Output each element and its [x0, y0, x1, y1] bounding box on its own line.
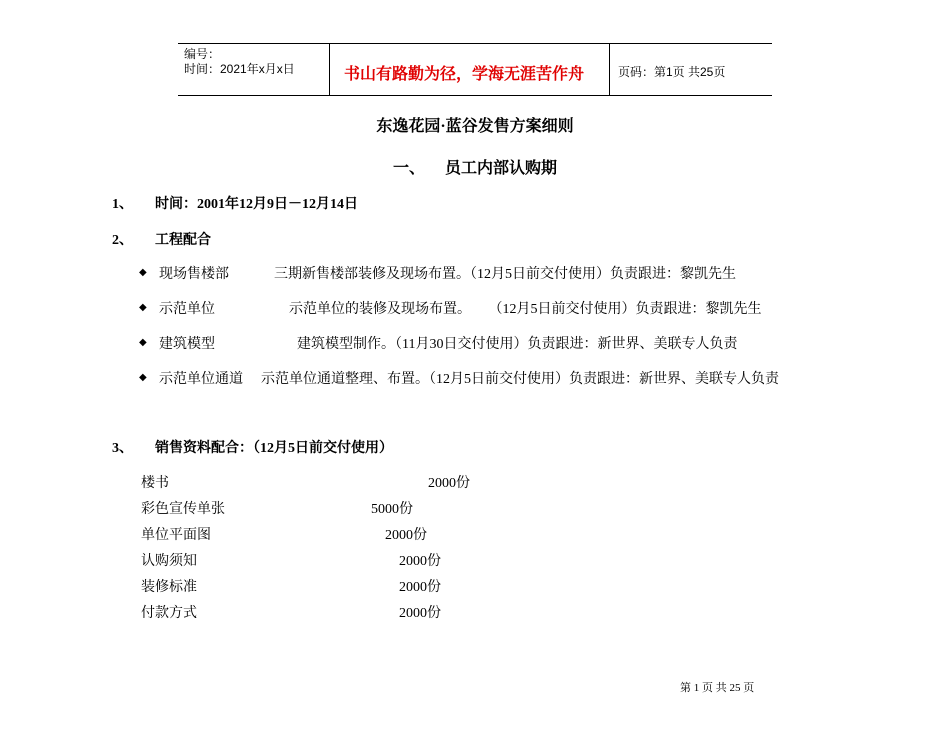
- item-label: 销售资料配合：（12月5日前交付使用）: [155, 441, 393, 456]
- bullet-diamond-icon: ◆: [139, 267, 147, 278]
- bullet-name: 示范单位: [159, 302, 215, 317]
- header-motto: 书山有路勤为径，学海无涯苦作舟: [344, 64, 585, 83]
- material-name: 彩色宣传单张: [141, 502, 225, 517]
- bullet-diamond-icon: ◆: [139, 337, 147, 348]
- material-name: 装修标准: [141, 580, 197, 595]
- bullet-name: 示范单位通道: [159, 372, 243, 387]
- header-time-label: 时间：2021年x月x日: [184, 62, 295, 76]
- item-number: 3、: [112, 441, 133, 456]
- item-number: 1、: [112, 197, 133, 212]
- bullet-desc: 建筑模型制作。（11月30日交付使用）负责跟进：新世界、美联专人负责: [297, 337, 738, 352]
- item-label: 时间：2001年12月9日－12月14日: [155, 197, 358, 212]
- material-qty: 2000份: [385, 528, 427, 543]
- bullet-desc: 三期新售楼部装修及现场布置。（12月5日前交付使用）负责跟进：黎凯先生: [274, 267, 736, 282]
- bullet-desc: 示范单位通道整理、布置。（12月5日前交付使用）负责跟进：新世界、美联专人负责: [261, 372, 779, 387]
- header-page-info: 页码：第1页 共25页: [618, 65, 726, 79]
- page-footer: 第 1 页 共 25 页: [680, 682, 755, 694]
- item-label: 工程配合: [155, 233, 211, 248]
- material-qty: 5000份: [371, 502, 413, 517]
- material-qty: 2000份: [399, 580, 441, 595]
- item-number: 2、: [112, 233, 133, 248]
- bullet-diamond-icon: ◆: [139, 302, 147, 313]
- material-name: 认购须知: [141, 554, 197, 569]
- section-title: 一、 员工内部认购期: [392, 160, 557, 177]
- page-header-table: [178, 43, 772, 96]
- bullet-name: 建筑模型: [159, 337, 215, 352]
- header-divider: [329, 44, 330, 95]
- header-number-label: 编号：: [184, 47, 221, 61]
- header-divider: [609, 44, 610, 95]
- material-name: 付款方式: [141, 606, 197, 621]
- bullet-name: 现场售楼部: [159, 267, 229, 282]
- material-qty: 2000份: [399, 554, 441, 569]
- bullet-diamond-icon: ◆: [139, 372, 147, 383]
- material-qty: 2000份: [399, 606, 441, 621]
- material-qty: 2000份: [428, 476, 470, 491]
- document-title: 东逸花园·蓝谷发售方案细则: [376, 118, 574, 135]
- header-meta: [184, 47, 295, 77]
- material-name: 楼书: [141, 476, 169, 491]
- material-name: 单位平面图: [141, 528, 211, 543]
- bullet-desc: 示范单位的装修及现场布置。 （12月5日前交付使用）负责跟进：黎凯先生: [289, 302, 762, 317]
